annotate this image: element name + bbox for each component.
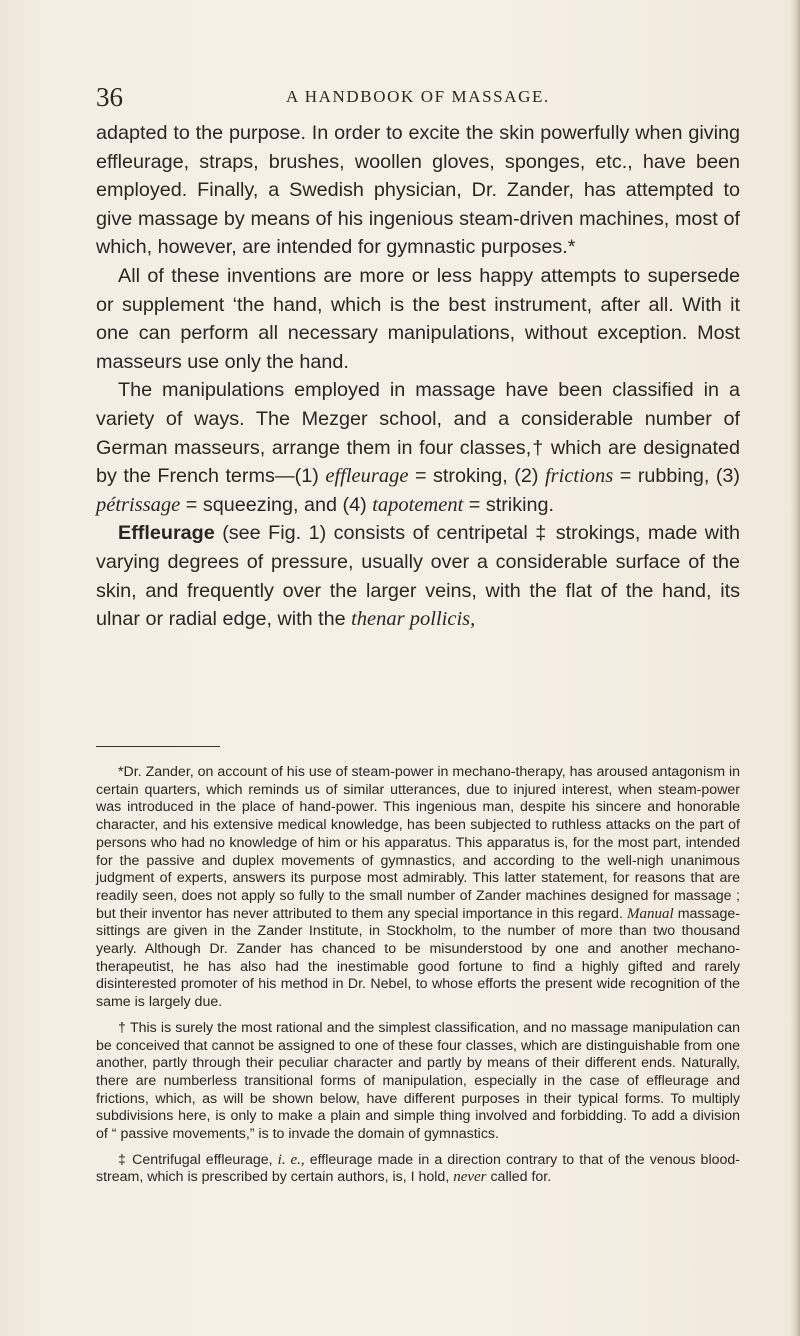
text-run: = stroking, (2) bbox=[408, 465, 545, 488]
footnote-double-dagger bbox=[96, 1152, 740, 1187]
text-run: ‡ Centrifugal effleurage, bbox=[118, 1151, 278, 1168]
text-run: The manipulations employed in massage have been classified in a variety of ways. The Mezger school, and a considerable number of German masseurs, arrange them in four classes,† which are designated by the French terms—(1) bbox=[96, 379, 740, 488]
footnote-rule bbox=[96, 746, 220, 747]
term-never: never bbox=[453, 1169, 487, 1186]
term-petrissage: pétrissage bbox=[96, 493, 181, 516]
text-run: effleurage made in a direction contrary to that of the venous blood-stream, which is prescribed by certain authors, is, I hold, bbox=[96, 1151, 740, 1186]
paragraph-3 bbox=[96, 376, 740, 519]
paragraph-2: All of these inventions are more or less happy attempts to supersede or supplement ‘the hand, which is the best instrument, after all. With it one can perform all necessary manipulations, without exception. Most masseurs use only the hand. bbox=[96, 264, 740, 373]
term-manual: Manual bbox=[626, 905, 674, 922]
term-tapotement: tapotement bbox=[372, 493, 464, 516]
page-number: 36 bbox=[96, 82, 123, 112]
lead-effleurage: Effleurage bbox=[118, 522, 215, 545]
text-run: called for. bbox=[486, 1169, 552, 1186]
term-effleurage: effleurage bbox=[325, 465, 409, 488]
main-text bbox=[96, 119, 740, 634]
term-ie: i. e., bbox=[277, 1151, 305, 1168]
footnotes bbox=[96, 764, 740, 1195]
footnote-asterisk bbox=[96, 764, 740, 1012]
page-header bbox=[96, 82, 736, 112]
paragraph-4 bbox=[96, 519, 740, 633]
text-run: = striking. bbox=[463, 493, 554, 516]
text-run: = rubbing, (3) bbox=[613, 465, 740, 488]
text-run: (see Fig. 1) consists of centripetal ‡ strokings, made with varying degrees of pressure, usually over a considerable surface of the skin, and frequently over the larger veins, with the flat of the hand, its ulnar or radial edge, with the bbox=[96, 522, 740, 631]
term-frictions: frictions bbox=[544, 465, 614, 488]
footnote-dagger: † This is surely the most rational and the simplest classification, and no massage manipulation can be conceived that cannot be assigned to one of these four classes, which are distinguishable from one another, partly through their peculiar character and partly by means of their different ends. Naturally, there are numberless transitional forms of manipulation, especially in the case of effleurage and frictions, which, as will be shown below, have different purposes in their typical forms. To multiply subdivisions here, is only to make a plain and simple thing involved and forbidding. To add a division of “ passive movements,” is to invade the domain of gymnastics. bbox=[96, 1019, 740, 1143]
text-run: *Dr. Zander, on account of his use of steam-power in mechano-therapy, has aroused antagonism in certain quarters, which reminds us of similar utterances, due to injured interest, when steam-power was introduced in the place of hand-power. This ingenious man, despite his sincere and honorable character, and his extensive medical knowledge, has been subjected to ruthless attacks on the part of persons who had no knowledge of him or his apparatus. This apparatus is, for the most part, intended for the passive and duplex movements of gymnastics, and according to the well-nigh unanimous judgment of experts, answers its purpose most admirably. This latter statement, for reasons that are readily seen, does not apply so fully to the small number of Zander machines designed for massage ; but their inventor has never attributed to them any special importance in this regard. bbox=[96, 764, 740, 922]
paragraph-1: adapted to the purpose. In order to excite the skin powerfully when giving effleurage, straps, brushes, woollen gloves, sponges, etc., have been employed. Finally, a Swedish physician, Dr. Zander, has attempted to give massage by means of his ingenious steam-driven machines, most of which, however, are intended for gymnastic purposes.* bbox=[96, 122, 740, 259]
page-edge-shadow bbox=[790, 0, 800, 1336]
term-thenar-pollicis: thenar pollicis, bbox=[351, 608, 476, 631]
text-run: = squeezing, and (4) bbox=[180, 493, 373, 516]
running-head: A HANDBOOK OF MASSAGE. bbox=[286, 87, 550, 106]
text-run: massage-sittings are given in the Zander Institute, in Stockholm, to the number of more than two thousand yearly. Although Dr. Zander has chanced to be misunderstood by one and another mechano-therapeutist, he has also had the inestimable good fortune to find a highly gifted and rarely disinterested promoter of his method in Dr. Nebel, to whose efforts the present wide recognition of the same is largely due. bbox=[96, 905, 741, 1011]
